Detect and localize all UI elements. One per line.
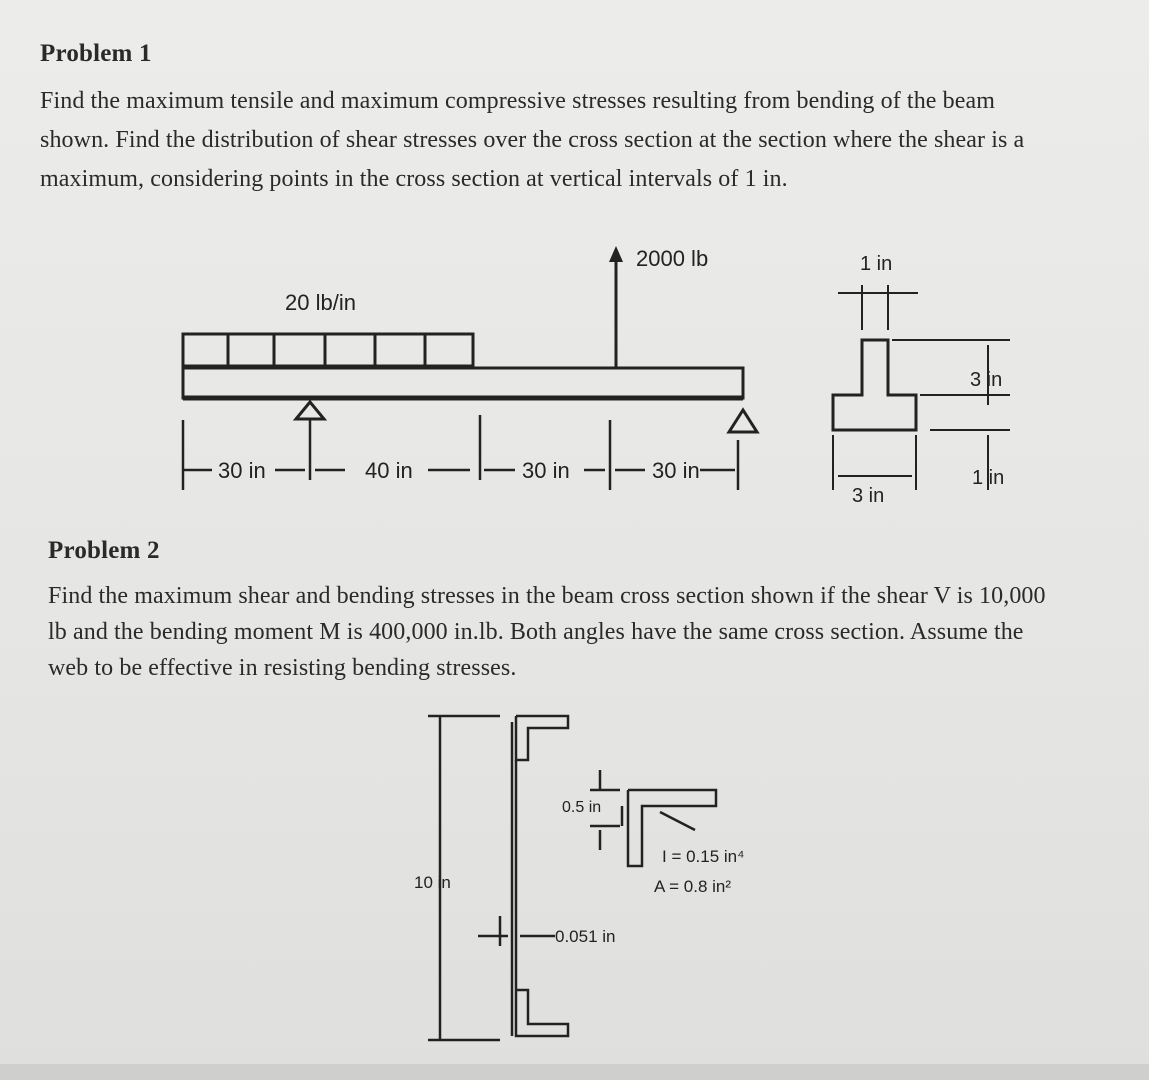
problem2-text (48, 578, 1143, 686)
span-label-1: 30 in (218, 458, 266, 483)
right-support (729, 410, 757, 432)
web-thickness-label: 0.051 in (555, 927, 616, 946)
problem2-section-figure (0, 700, 1149, 1064)
problem2-line-2: lb and the bending moment M is 400,000 in.lb. Both angles have the same cross section. Assume the (48, 619, 1024, 645)
section-top-width-label: 1 in (860, 253, 893, 275)
problem2-line-3: web to be effective in resisting bending stresses. (48, 655, 517, 681)
leg-thickness-label: 0.5 in (562, 799, 602, 816)
problem1-line-1: Find the maximum tensile and maximum compressive stresses resulting from bending of the beam (40, 88, 996, 114)
inertia-label: I = 0.15 in⁴ (662, 847, 745, 866)
problem1-line-3: maximum, considering points in the cross section at vertical intervals of 1 in. (40, 166, 788, 192)
screen-bottom-edge (0, 1064, 1149, 1080)
problem1-text (40, 82, 1140, 199)
problem2-heading: Problem 2 (48, 537, 160, 564)
problem2-line-1: Find the maximum shear and bending stresses in the beam cross section shown if the shear V is 10,000 (48, 583, 1046, 609)
problem1-beam-figure (0, 230, 1149, 520)
span-label-4: 30 in (652, 458, 700, 483)
distributed-load-label: 20 lb/in (285, 290, 356, 315)
problem1-line-2: shown. Find the distribution of shear stresses over the cross section at the section where the shear is a (40, 127, 1025, 153)
built-up-section (512, 716, 568, 1036)
span-label-3: 30 in (522, 458, 570, 483)
area-label: A = 0.8 in² (654, 877, 732, 896)
span-label-2: 40 in (365, 458, 413, 483)
distributed-load-boxes (183, 334, 473, 366)
point-load-arrow (609, 246, 623, 368)
left-support (296, 402, 324, 419)
section-web-height-label: 3 in (970, 369, 1003, 391)
beam (183, 368, 743, 398)
section-flange-thickness-label: 1 in (972, 467, 1005, 489)
problem1-heading: Problem 1 (40, 40, 152, 67)
section-base-width-label: 3 in (852, 485, 885, 507)
depth-label: 10 in (414, 873, 451, 892)
point-load-label: 2000 lb (636, 246, 709, 271)
